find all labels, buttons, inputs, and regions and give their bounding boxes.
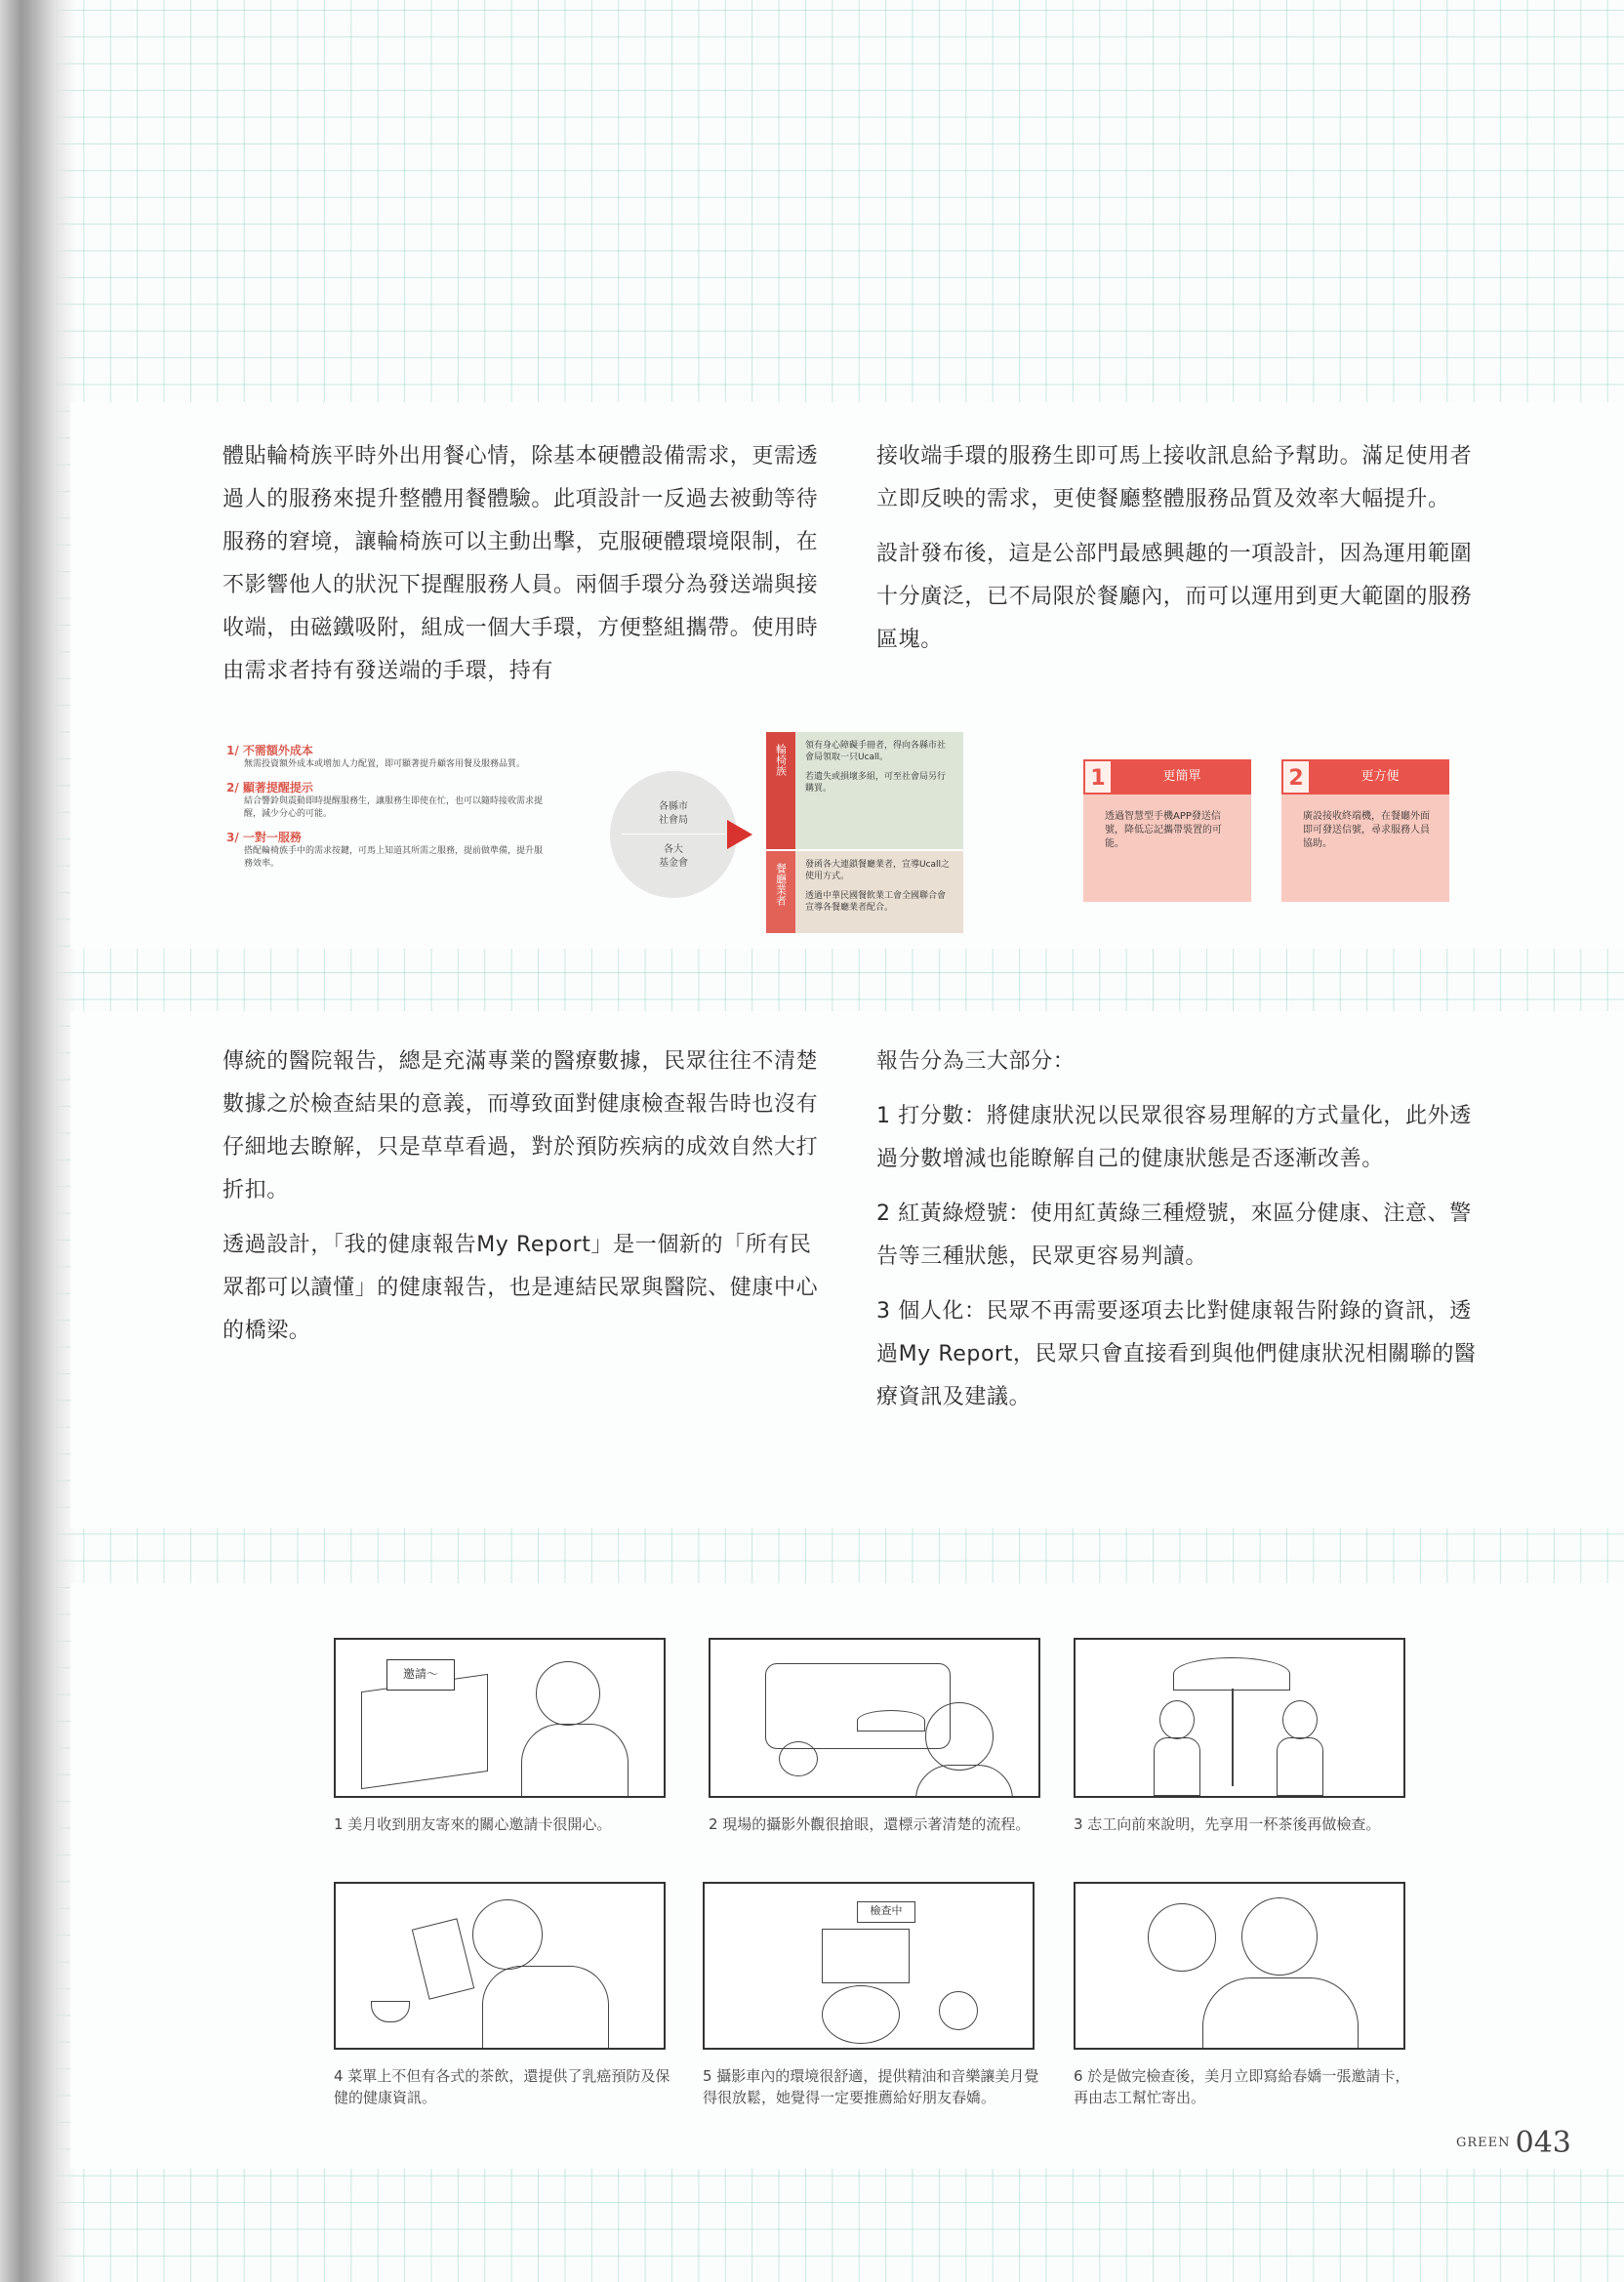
person-head-sketch [1282,1700,1318,1739]
card-header [1281,759,1449,795]
volunteer-head-sketch [1159,1700,1195,1739]
benefit-card-simpler [1083,759,1251,902]
comic-caption-2: 2 現場的攝影外觀很搶眼，還標示著清楚的流程。 [709,1815,1031,1833]
umbrella-sketch [857,1710,925,1732]
paragraph: 報告分為三大部分： [876,1049,1076,1074]
feature-text: 無需投資額外成本或增加人力配置，即可顯著提升顧客用餐及服務品質。 [244,759,526,769]
feature-title: 1/ 不需額外成本 [226,744,313,757]
comic-panel-1 [334,1638,666,1798]
circle-divider [622,834,725,835]
invite-card-label: 邀請～ [402,1667,438,1681]
arrow-right-icon [727,820,752,849]
target-label: 輪椅族 [774,744,788,776]
card-text: 透過智慧型手機APP發送信號，降低忘記攜帶裝置的可能。 [1105,811,1222,849]
binding-spine-shadow [0,0,76,2282]
thought-bubble-sketch [1148,1903,1216,1972]
card-number: 2 [1281,759,1311,795]
target-line: 若遺失或損壞多組，可至社會局另行購買。 [805,772,947,794]
feature-item [226,829,548,871]
comic-panel-2 [709,1638,1040,1798]
magazine-name: GREEN [1456,2136,1511,2150]
teacup-sketch [371,2001,410,2022]
article-column-3 [223,1040,828,1365]
target-box-wheelchair [795,732,963,849]
card-title: 更方便 [1360,769,1400,784]
comic-caption-5: 5 攝影車內的環境很舒適，提供精油和音樂讓美月覺得很放鬆，她覺得一定要推薦給好朋友春嬌。 [703,2067,1039,2106]
sign-label: 檢查中 [870,1904,903,1917]
paragraph: 1 打分數：將健康狀況以民眾很容易理解的方式量化，此外透過分數增減也能瞭解自己的健康狀態是否逐漸改善。 [876,1104,1472,1171]
circle-label-top: 各縣市 社會局 [659,801,688,826]
paragraph: 3 個人化：民眾不再需要逐項去比對健康報告附錄的資訊，透過My Report，民眾只會直接看到與他們健康狀況相關聯的醫療資訊及建議。 [876,1299,1477,1409]
target-box-restaurant [795,851,963,933]
article-column-1 [223,435,828,705]
card-number: 1 [1083,759,1113,795]
comic-panel-5 [703,1882,1035,2050]
paragraph: 傳統的醫院報告，總是充滿專業的醫療數據，民眾往往不清楚數據之於檢查結果的意義，而導致面對健康檢查報告時也沒有仔細地去瞭解，只是草草看過，對於預防疾病的成效自然大打折扣。 [223,1049,819,1202]
table-sketch [779,1741,818,1776]
feature-title: 3/ 一對一服務 [226,831,302,844]
comic-panel-3 [1074,1638,1405,1798]
bus-sketch [765,1663,951,1749]
diffuser-sketch [939,1991,978,2030]
target-line: 透過中華民國餐飲業工會全國聯合會宣導各餐廳業者配合。 [805,891,947,913]
page-footer [1456,2126,1571,2160]
benefit-card-convenient [1281,759,1449,902]
article-column-4 [876,1040,1482,1431]
person-head-sketch [822,1985,900,2044]
monitor-sketch [822,1929,910,1983]
comic-panel-6 [1074,1882,1405,2050]
paragraph: 2 紅黃綠燈號：使用紅黃綠三種燈號，來區分健康、注意、警告等三種狀態，民眾更容易判讀。 [876,1202,1472,1269]
target-label-restaurant [766,851,795,933]
card-header [1083,759,1251,795]
card-sketch [386,1659,455,1691]
comic-caption-4: 4 菜單上不但有各式的茶飲，還提供了乳癌預防及保健的健康資訊。 [334,2067,670,2106]
feature-item [226,779,548,821]
target-line: 領有身心障礙手冊者，得向各縣市社會局領取一只Ucall。 [805,741,947,762]
target-label: 餐廳業者 [774,863,788,906]
person-body-sketch [1202,1977,1359,2050]
distributor-circle [610,771,737,898]
feature-title: 2/ 顯著提醒提示 [226,781,313,795]
person-head-sketch [536,1661,600,1726]
person-head-sketch [472,1899,543,1970]
paragraph: 接收端手環的服務生即可馬上接收訊息給予幫助。滿足使用者立即反映的需求，更使餐廳整體服務品質及效率大幅提升。 [876,444,1473,511]
paragraph: 透過設計，「我的健康報告My Report」是一個新的「所有民眾都可以讀懂」的健康報告，也是連結民眾與醫院、健康中心的橋梁。 [223,1233,819,1343]
sign-sketch [857,1901,915,1923]
comic-caption-6: 6 於是做完檢查後，美月立即寫給春嬌一張邀請卡，再由志工幫忙寄出。 [1074,2067,1410,2106]
feature-item [226,742,548,771]
circle-label-bottom: 各大 基金會 [659,844,688,869]
comic-caption-1: 1 美月收到朋友寄來的關心邀請卡很開心。 [334,1815,612,1833]
person-body-sketch [915,1765,1013,1798]
paragraph: 設計發布後，這是公部門最感興趣的一項設計，因為運用範圍十分廣泛，已不局限於餐廳內，而可以運用到更大範圍的服務區塊。 [876,542,1473,652]
feature-list [226,742,548,878]
card-title: 更簡單 [1162,769,1201,784]
person-body-sketch [521,1724,629,1798]
person-body-sketch [482,1966,609,2050]
feature-text: 結合響鈴與震動即時提醒服務生，讓服務生即使在忙，也可以隨時接收需求提醒，減少分心的可能。 [244,796,544,819]
card-text: 廣設接收終端機，在餐廳外面即可發送信號，尋求服務人員協助。 [1303,811,1430,849]
comic-panel-4 [334,1882,666,2050]
umbrella-sketch [1173,1657,1290,1691]
person-head-sketch [1241,1897,1318,1976]
gift-box-sketch [361,1674,488,1789]
paragraph: 體貼輪椅族平時外出用餐心情，除基本硬體設備需求，更需透過人的服務來提升整體用餐體驗。此項設計一反過去被動等待服務的窘境，讓輪椅族可以主動出擊，克服硬體環境限制，在不影響他人的狀況下提醒服務人員。兩個手環分為發送端與接收端，由磁鐵吸附，組成一個大手環，方便整組攜帶。使用時由需求者持有發送端的手環，持有 [223,444,819,683]
menu-sketch [412,1918,474,1999]
target-label-wheelchair [766,732,795,849]
person-head-sketch [925,1702,994,1771]
feature-text: 搭配輪椅族手中的需求按鍵，可馬上知道其所需之服務，提前做準備，提升服務效率。 [244,846,544,869]
page-number: 043 [1515,2126,1571,2160]
target-line: 發函各大連鎖餐廳業者，宣導Ucall之使用方式。 [805,860,951,881]
umbrella-pole-sketch [1232,1689,1234,1786]
volunteer-body-sketch [1154,1737,1200,1796]
article-column-2 [876,435,1482,673]
person-body-sketch [1277,1737,1323,1796]
comic-caption-3: 3 志工向前來說明，先享用一杯茶後再做檢查。 [1074,1815,1381,1833]
